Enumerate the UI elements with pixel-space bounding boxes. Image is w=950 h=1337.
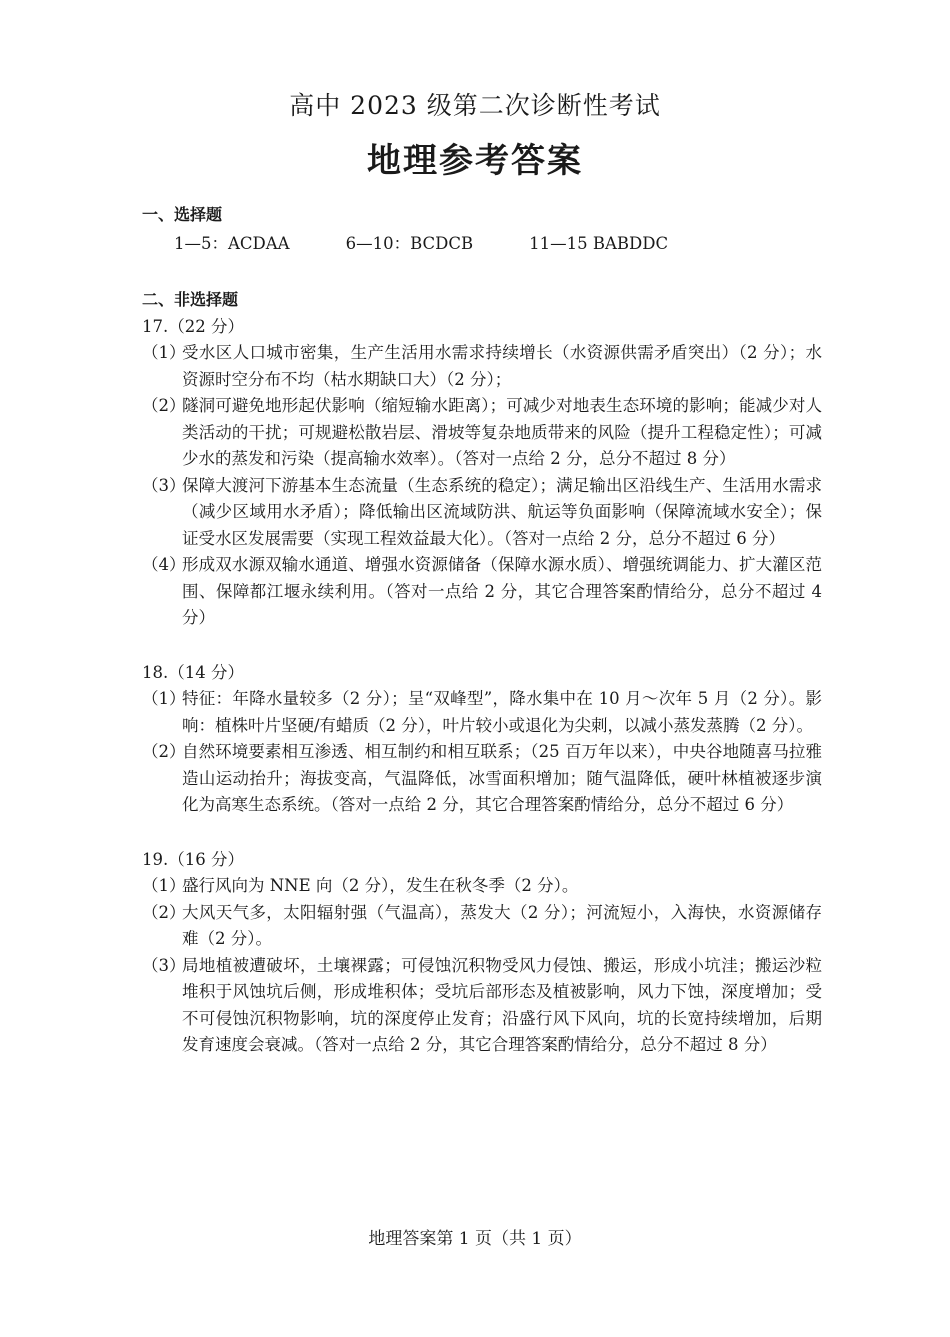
q18-item-1 (142, 686, 822, 739)
q18-item-2 (142, 739, 822, 819)
mc-group-1-5: 1—5：ACDAA (174, 233, 290, 253)
q19-item-3-text: 局地植被遭破坏，土壤裸露；可侵蚀沉积物受风力侵蚀、搬运，形成小坑洼；搬运沙粒堆积于风蚀坑后侧，形成堆积体；受坑后部形态及植被影响，风力下蚀，深度增加；受不可侵蚀沉积物影响，坑的深度停止发育；沿盛行风下风向，坑的长宽持续增加，后期发育速度会衰减。（答对一点给 2 分，其它合理答案酌情给分，总分不超过 8 分） (182, 955, 822, 1054)
section-multiple-choice-heading: 一、选择题 (142, 205, 223, 224)
q18-item-1-number: （1） (142, 689, 186, 708)
question-17-heading: 17.（22 分） (142, 316, 244, 336)
multiple-choice-answers (142, 231, 822, 258)
q19-item-1 (142, 873, 822, 900)
q19-item-2-number: （2） (142, 902, 186, 922)
subject-title: 地理参考答案 (367, 141, 583, 181)
q17-item-2-text: 隧洞可避免地形起伏影响（缩短输水距离）；可减少对地表生态环境的影响；能减少对人类活动的干扰；可规避松散岩层、滑坡等复杂地质带来的风险（提升工程稳定性）；可减少水的蒸发和污染（提高输水效率）。（答对一点给 2 分，总分不超过 8 分） (182, 396, 822, 468)
q17-item-3-text: 保障大渡河下游基本生态流量（生态系统的稳定）；满足输出区沿线生产、生活用水需求（减少区域用水矛盾）；降低输出区流域防洪、航运等负面影响（保障流域水安全）；保证受水区发展需要（实现工程效益最大化）。（答对一点给 2 分，总分不超过 6 分） (182, 475, 822, 548)
q19-item-3-number: （3） (142, 955, 186, 975)
q17-item-3 (142, 473, 822, 553)
q17-item-4-text: 形成双水源双输水通道、增强水资源储备（保障水源水质）、增强统调能力、扩大灌区范围、保障都江堰永续利用。（答对一点给 2 分，其它合理答案酌情给分，总分不超过 4 分） (182, 555, 822, 627)
q18-item-2-text: 自然环境要素相互渗透、相互制约和相互联系；（25 百万年以来），中央谷地随喜马拉雅造山运动抬升；海拔变高，气温降低，冰雪面积增加；随气温降低，硬叶林植被逐步演化为高寒生态系统。（答对一点给 2 分，其它合理答案酌情给分，总分不超过 6 分） (182, 742, 822, 814)
mc-group-6-10: 6—10：BCDCB (345, 233, 474, 253)
q18-item-1-text: 特征：年降水量较多（2 分）；呈“双峰型”，降水集中在 10 月～次年 5 月（2 分）。影响：植株叶片坚硬/有蜡质（2 分），叶片较小或退化为尖刺，以减小蒸发蒸腾（2 分）。 (182, 689, 822, 735)
section-non-choice-heading: 二、非选择题 (142, 290, 239, 309)
q18-item-2-number: （2） (142, 742, 186, 761)
q19-item-1-text: 盛行风向为 NNE 向（2 分），发生在秋冬季（2 分）。 (182, 876, 579, 895)
q17-item-4 (142, 552, 822, 632)
exam-title: 高中 2023 级第二次诊断性考试 (289, 91, 661, 120)
q17-item-3-number: （3） (142, 475, 186, 495)
q19-item-2-text: 大风天气多，太阳辐射强（气温高），蒸发大（2 分）；河流短小，入海快，水资源储存难（2 分）。 (182, 902, 822, 948)
mc-group-11-15: 11—15 BABDDC (529, 233, 669, 253)
q17-item-1-text: 受水区人口城市密集，生产生活用水需求持续增长（水资源供需矛盾突出）（2 分）；水资源时空分布不均（枯水期缺口大）（2 分）； (182, 343, 822, 389)
page-footer: 地理答案第 1 页（共 1 页） (368, 1229, 582, 1249)
q17-item-2 (142, 393, 822, 473)
q17-item-1 (142, 340, 822, 393)
q19-item-1-number: （1） (142, 876, 186, 895)
q19-item-3 (142, 953, 822, 1059)
question-18-heading: 18.（14 分） (142, 662, 244, 682)
q19-item-2 (142, 900, 822, 953)
answer-content (142, 200, 822, 1059)
question-19-heading: 19.（16 分） (142, 849, 244, 869)
q17-item-2-number: （2） (142, 396, 186, 415)
q17-item-4-number: （4） (142, 555, 186, 574)
q17-item-1-number: （1） (142, 343, 186, 362)
